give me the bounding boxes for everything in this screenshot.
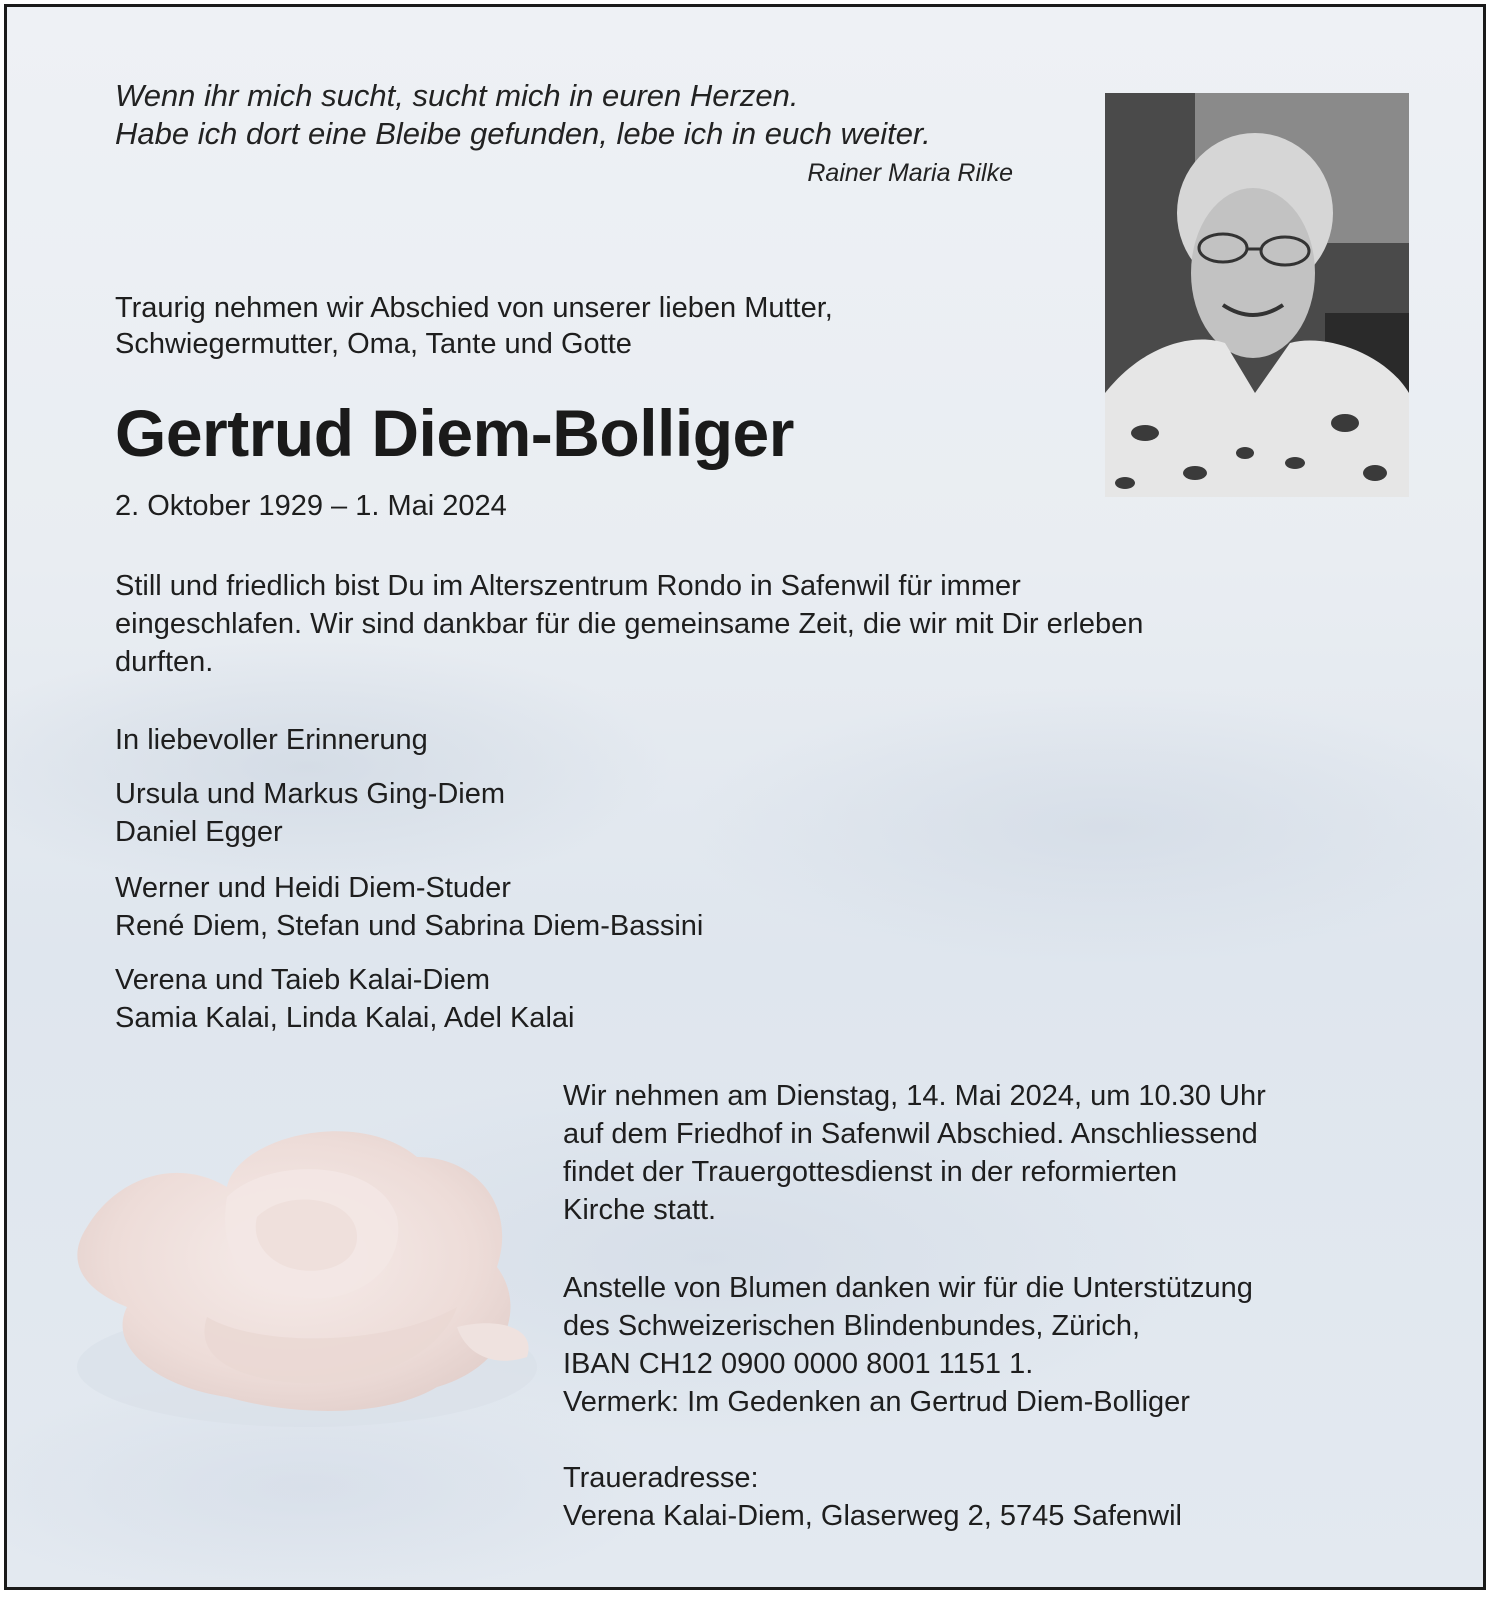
quote-line-1: Wenn ihr mich sucht, sucht mich in euren Herzen. <box>115 78 799 113</box>
life-dates: 2. Oktober 1929 – 1. Mai 2024 <box>115 490 507 522</box>
donation-line-2: des Schweizerischen Blindenbundes, Zürich, <box>563 1310 1141 1342</box>
obituary-card <box>4 4 1486 1590</box>
message-line-3: durften. <box>115 646 214 678</box>
ceremony-line-2: auf dem Friedhof in Safenwil Abschied. Anschliessend <box>563 1118 1258 1150</box>
donation-note: Vermerk: Im Gedenken an Gertrud Diem-Bolliger <box>563 1386 1190 1418</box>
intro-line-2: Schwiegermutter, Oma, Tante und Gotte <box>115 328 632 360</box>
message-line-1: Still und friedlich bist Du im Alterszentrum Rondo in Safenwil für immer <box>115 570 1021 602</box>
mourner-group-3-line-1: Verena und Taieb Kalai-Diem <box>115 964 491 996</box>
mourner-group-1-line-2: Daniel Egger <box>115 816 283 848</box>
mourner-group-2-line-1: Werner und Heidi Diem-Studer <box>115 872 511 904</box>
deceased-name: Gertrud Diem-Bolliger <box>115 396 794 470</box>
portrait-photo <box>1105 93 1409 497</box>
mourners-heading: In liebevoller Erinnerung <box>115 724 428 756</box>
mourner-group-3-line-2: Samia Kalai, Linda Kalai, Adel Kalai <box>115 1002 575 1034</box>
quote-author: Rainer Maria Rilke <box>807 159 1013 187</box>
mourner-group-1-line-1: Ursula und Markus Ging-Diem <box>115 778 506 810</box>
rose-image <box>57 1117 557 1437</box>
message-line-2: eingeschlafen. Wir sind dankbar für die gemeinsame Zeit, die wir mit Dir erleben <box>115 608 1144 640</box>
donation-line-1: Anstelle von Blumen danken wir für die Unterstützung <box>563 1272 1253 1304</box>
mourner-group-2-line-2: René Diem, Stefan und Sabrina Diem-Bassini <box>115 910 704 942</box>
address-label: Traueradresse: <box>563 1462 759 1494</box>
ceremony-line-1: Wir nehmen am Dienstag, 14. Mai 2024, um 10.30 Uhr <box>563 1080 1266 1112</box>
ceremony-line-4: Kirche statt. <box>563 1194 717 1226</box>
ceremony-line-3: findet der Trauergottesdienst in der reformierten <box>563 1156 1178 1188</box>
quote-line-2: Habe ich dort eine Bleibe gefunden, lebe ich in euch weiter. <box>115 116 931 151</box>
donation-iban: IBAN CH12 0900 0000 8001 1151 1. <box>563 1348 1034 1380</box>
intro-line-1: Traurig nehmen wir Abschied von unserer lieben Mutter, <box>115 292 833 324</box>
address-value: Verena Kalai-Diem, Glaserweg 2, 5745 Safenwil <box>563 1500 1182 1532</box>
